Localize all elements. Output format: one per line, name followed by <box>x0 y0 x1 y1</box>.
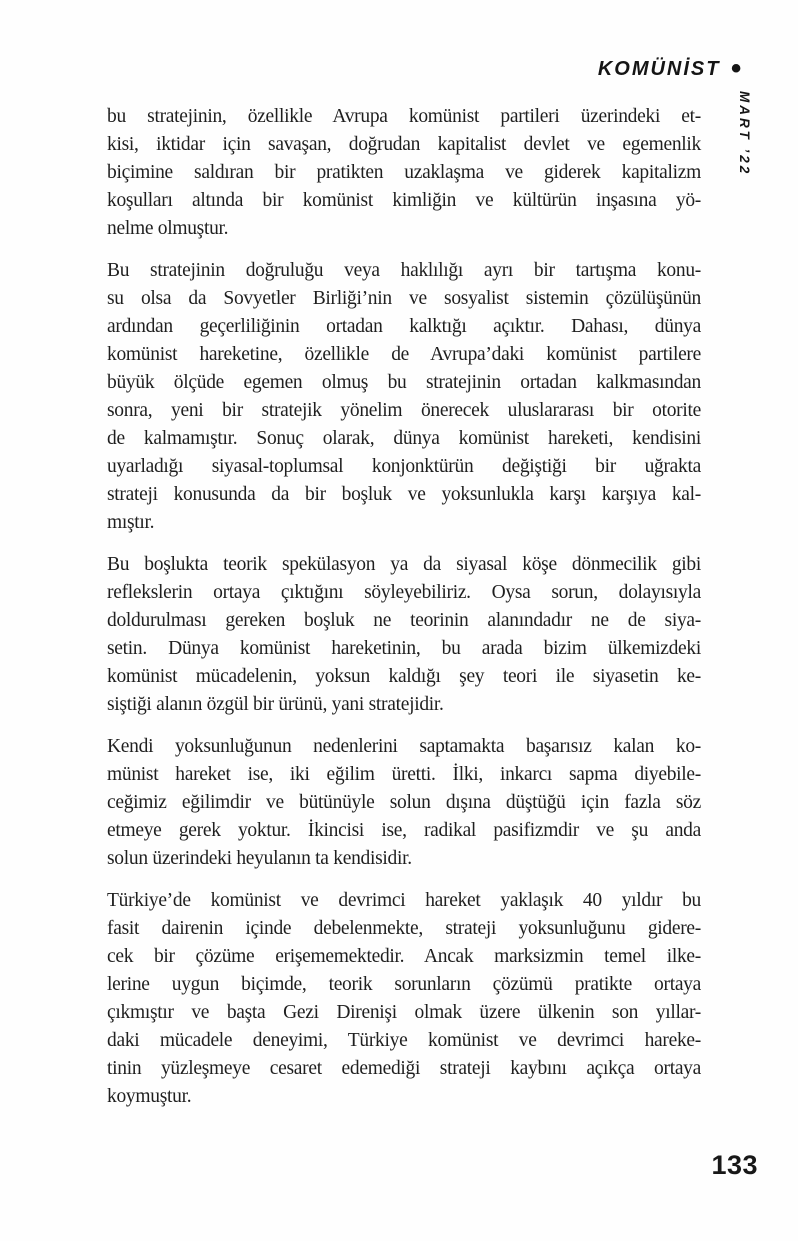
text-line: ceğimiz eğilimdir ve bütünüyle solun dışına düştüğü için fazla söz <box>107 792 701 813</box>
text-line: uyarladığı siyasal-toplumsal konjonktürün değiştiği bir uğrakta <box>107 456 701 477</box>
paragraph <box>107 887 701 1111</box>
text-line: solun üzerindeki heyulanın ta kendisidir. <box>107 848 412 869</box>
paragraph <box>107 257 701 537</box>
text-line: doldurulması gereken boşluk ne teorinin alanındadır ne de siya- <box>107 610 701 631</box>
text-line: ardından geçerliliğinin ortadan kalktığı açıktır. Dahası, dünya <box>107 316 701 337</box>
text-line: daki mücadele deneyimi, Türkiye komünist ve devrimci hareke- <box>107 1030 701 1051</box>
text-line: sonra, yeni bir stratejik yönelim önerecek uluslararası bir otorite <box>107 400 701 421</box>
text-line: setin. Dünya komünist hareketinin, bu arada bizim ülkemizdeki <box>107 638 701 659</box>
text-line: kisi, iktidar için savaşan, doğrudan kapitalist devlet ve egemenlik <box>107 134 701 155</box>
text-line: Bu boşlukta teorik spekülasyon ya da siyasal köşe dönmecilik gibi <box>107 554 701 575</box>
text-line: Bu stratejinin doğruluğu veya haklılığı ayrı bir tartışma konu- <box>107 260 701 281</box>
text-line: reflekslerin ortaya çıktığını söyleyebiliriz. Oysa sorun, dolayısıyla <box>107 582 701 603</box>
text-line: biçimine saldıran bir pratikten uzaklaşma ve giderek kapitalizm <box>107 162 701 183</box>
text-line: tinin yüzleşmeye cesaret edemediği strateji kaybını açıkça ortaya <box>107 1058 701 1079</box>
paragraph <box>107 103 701 243</box>
text-line: çıkmıştır ve başta Gezi Direnişi olmak üzere ülkenin son yıllar- <box>107 1002 701 1023</box>
page-body <box>107 103 701 1125</box>
text-line: strateji konusunda da bir boşluk ve yoksunlukla karşı karşıya kal- <box>107 484 701 505</box>
text-line: de kalmamıştır. Sonuç olarak, dünya komünist hareketi, kendisini <box>107 428 701 449</box>
text-line: bu stratejinin, özellikle Avrupa komünist partileri üzerindeki et- <box>107 106 701 127</box>
text-line: komünist mücadelenin, yoksun kaldığı şey teori ile siyasetin ke- <box>107 666 701 687</box>
text-line: cek bir çözüme erişememektedir. Ancak marksizmin temel ilke- <box>107 946 701 967</box>
journal-title: KOMÜNİST <box>597 58 721 80</box>
text-line: münist hareket ise, iki eğilim üretti. İlki, inkarcı sapma diyebile- <box>107 764 701 785</box>
text-line: büyük ölçüde egemen olmuş bu stratejinin ortadan kalkmasından <box>107 372 701 393</box>
text-line: koşulları altında bir komünist kimliğin ve kültürün inşasına yö- <box>107 190 701 211</box>
paragraph <box>107 733 701 873</box>
text-line: lerine uygun biçimde, teorik sorunların çözümü pratikte ortaya <box>107 974 701 995</box>
text-line: Türkiye’de komünist ve devrimci hareket yaklaşık 40 yıldır bu <box>107 890 701 911</box>
running-head: KOMÜNİST • <box>597 51 741 85</box>
text-line: nelme olmuştur. <box>107 218 229 239</box>
text-line: etmeye gerek yoktur. İkincisi ise, radikal pasifizmdir ve şu anda <box>107 820 701 841</box>
text-line: su olsa da Sovyetler Birliği’nin ve sosyalist sistemin çözülüşünün <box>107 288 701 309</box>
text-line: fasit dairenin içinde debelenmekte, strateji yoksunluğunu gidere- <box>107 918 701 939</box>
issue-date-vertical: MART ’22 <box>737 91 752 177</box>
page-number: 133 <box>711 1150 758 1180</box>
text-line: siştiği alanın özgül bir ürünü, yani stratejidir. <box>107 694 444 715</box>
text-line: Kendi yoksunluğunun nedenlerini saptamakta başarısız kalan ko- <box>107 736 701 757</box>
paragraph <box>107 551 701 719</box>
text-line: mıştır. <box>107 512 155 533</box>
text-line: koymuştur. <box>107 1086 192 1107</box>
text-line: komünist hareketine, özellikle de Avrupa’daki komünist partilere <box>107 344 701 365</box>
